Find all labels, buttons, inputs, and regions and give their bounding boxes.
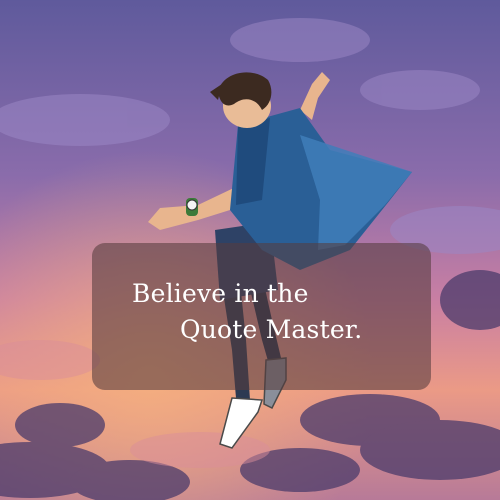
boy-head <box>210 72 271 128</box>
quote-overlay-card <box>92 243 431 390</box>
quote-line-1: Believe in the <box>132 279 309 308</box>
quote-line-2: Quote Master. <box>180 315 363 344</box>
